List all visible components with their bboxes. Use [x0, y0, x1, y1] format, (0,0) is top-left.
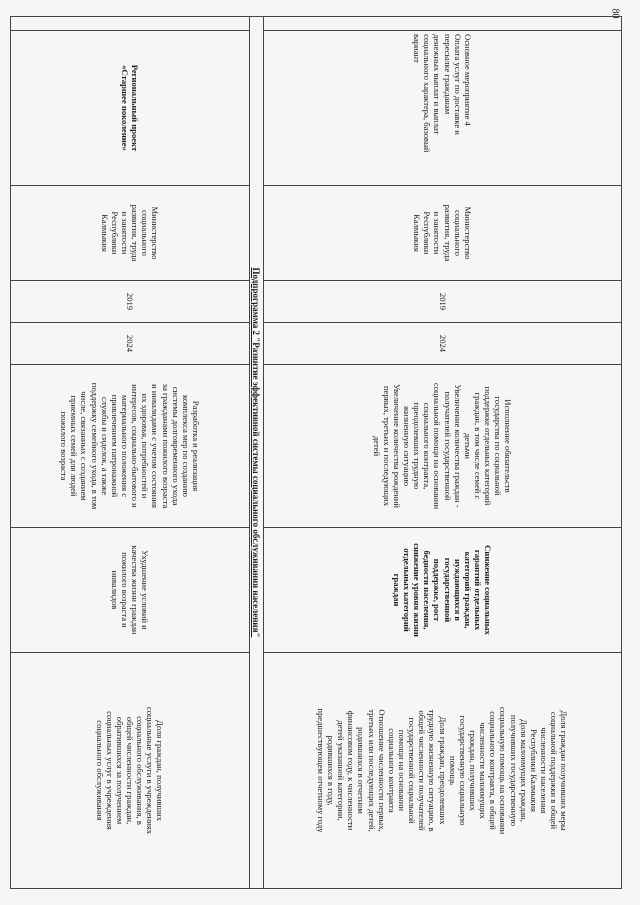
table-row	[263, 17, 621, 888]
page-number: 80	[609, 8, 621, 19]
program-table	[10, 16, 622, 889]
subprogram-banner-row	[249, 17, 263, 888]
year-end-cell: 2024	[264, 323, 621, 365]
indicators-cell: Доля граждан получивших меры социальной поддержки в общей численности населения Республики Калмыкия Доля малоимущих граждан, получивших государственную социальную помощь на основании социального контракта, в общей численности малоимущих граждан, получивших государственную социальную помощь Доля граждан, преодолевших трудную жизненную ситуацию, в общей численности получателей государственной социальной помощи на основании социального контракта Отношение численности первых, третьих или последующих детей, родившихся в отчетном финансовом году, к численности детей указанной категории, родившихся в году, предшествующем отчетному году	[315, 706, 570, 835]
expected-result-cell: Разработка и реализация комплекса мер по созданию системы долговременного ухода за гражданами пожилого возраста и инвалидами с учетом состояния их здоровья, потребностей и интересов, социально-бытового и материального положения с привлечением патронажной службы и сиделок, а также поддержку семейного ухода, в том числе, связанных с созданием приемных семей для людей пожилого возраста	[11, 365, 249, 528]
year-start-cell: 2019	[11, 281, 249, 323]
year-start-cell: 2019	[264, 281, 621, 323]
consequences-cell: Снижение социальных гарантий отдельных категорий граждан, нуждающихся в государственной поддержке, рост бедности населения, снижение уровня жизни отдельных категорий граждан	[264, 528, 621, 653]
expected-result-cell: Исполнение обязательств государства по социальной поддержке отдельных категорий граждан, в том числе семей с детьми Увеличение количества граждан - получателей государственной социальной помощи на основании социального контракта, преодолевших трудную жизненную ситуацию Увеличение количества рождений первых, третьих и последующих детей	[264, 365, 621, 528]
measure-name-cell: Региональный проект «Старшее поколение»	[11, 31, 249, 186]
executor-cell: Министерство социального развития, труда и занятости Республики Калмыкия	[264, 186, 621, 281]
measure-name-cell: Основное мероприятие 4 Оплата услуг по доставке и пересылке гражданам денежных выплат и выплат социального характера, базовый вариант	[264, 31, 621, 186]
row-gap-cell	[11, 17, 249, 31]
subprogram-title: Подпрограмма 2 "Развитие эффективной системы социального обслуживания населения"	[251, 267, 262, 638]
consequences-cell: Ухудшение условий и качества жизни граждан пожилого возраста и инвалидов	[11, 528, 249, 653]
rotated-table-wrapper	[10, 16, 622, 889]
indicators-cell: Доля граждан, получивших социальные услуги в учреждениях социального обслуживания, в общей численности граждан, обратившихся за получением социальных услуг в учреждения социального обслуживания	[94, 706, 166, 835]
row-gap-cell	[264, 17, 621, 31]
year-end-cell: 2024	[11, 323, 249, 365]
table-row	[11, 17, 249, 888]
executor-cell: Министерство социального развития, труда и занятости Республики Калмыкия	[11, 186, 249, 281]
